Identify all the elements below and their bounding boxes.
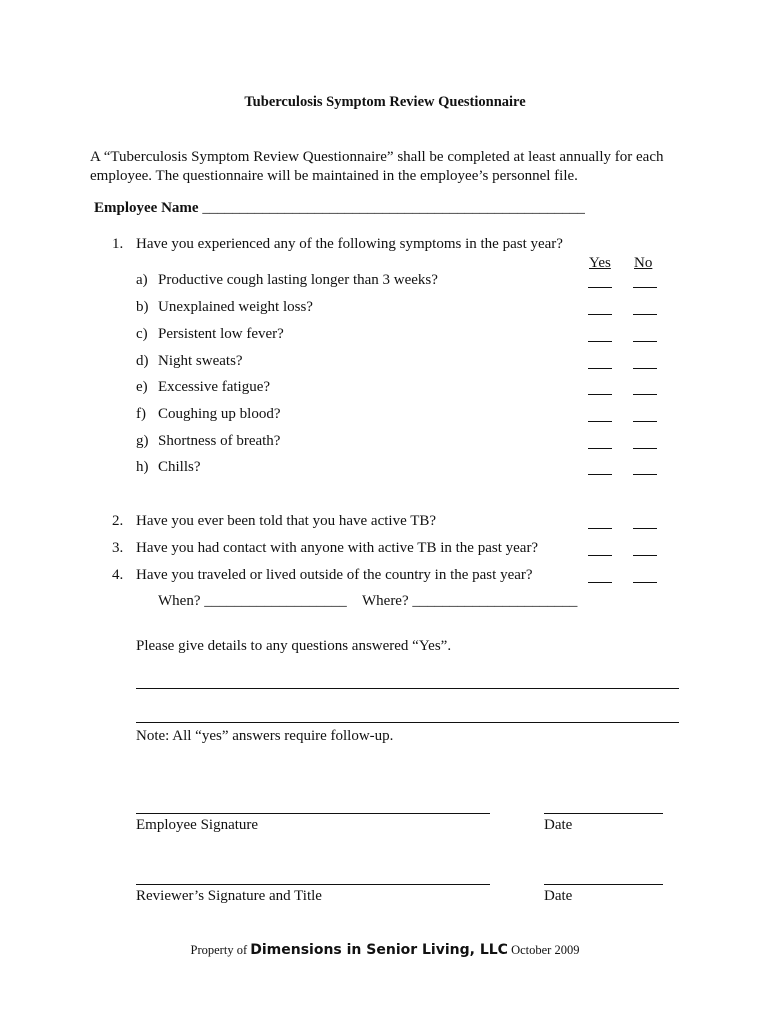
- follow-up-note: Note: All “yes” answers require follow-up.: [136, 728, 394, 744]
- where-label: Where?: [362, 593, 409, 609]
- question-no-blank[interactable]: [633, 582, 657, 583]
- symptom-letter: f): [136, 406, 146, 422]
- question-yes-blank[interactable]: [588, 582, 612, 583]
- reviewer-signature-line[interactable]: [136, 884, 490, 885]
- symptom-yes-blank[interactable]: [588, 368, 612, 369]
- reviewer-date-line[interactable]: [544, 884, 663, 885]
- details-line-2[interactable]: [136, 722, 679, 723]
- where-field[interactable]: ______________________: [412, 593, 578, 609]
- symptom-yes-blank[interactable]: [588, 474, 612, 475]
- question-no-blank[interactable]: [633, 528, 657, 529]
- question-text: Have you traveled or lived outside of the country in the past year?: [136, 567, 533, 583]
- symptom-no-blank[interactable]: [633, 474, 657, 475]
- symptom-text: Coughing up blood?: [158, 406, 281, 422]
- footer-prefix: Property of: [190, 943, 248, 957]
- symptom-letter: a): [136, 272, 148, 288]
- symptom-letter: h): [136, 459, 149, 475]
- question-number: 3.: [112, 540, 124, 556]
- symptom-no-blank[interactable]: [633, 314, 657, 315]
- symptom-yes-blank[interactable]: [588, 448, 612, 449]
- employee-date-label: Date: [544, 817, 573, 833]
- where-row: [362, 593, 577, 610]
- symptom-text: Excessive fatigue?: [158, 379, 271, 395]
- employee-name-label: Employee Name: [94, 200, 199, 216]
- symptom-no-blank[interactable]: [633, 448, 657, 449]
- question-yes-blank[interactable]: [588, 555, 612, 556]
- symptom-letter: b): [136, 299, 149, 315]
- symptom-letter: g): [136, 433, 149, 449]
- when-row: [158, 593, 347, 610]
- no-column-header: No: [634, 255, 653, 271]
- intro-paragraph: A “Tuberculosis Symptom Review Questionnaire” shall be completed at least annually for each employee. The questionnaire will be maintained in the employee’s personnel file.: [90, 149, 664, 184]
- symptom-no-blank[interactable]: [633, 341, 657, 342]
- symptom-yes-blank[interactable]: [588, 341, 612, 342]
- symptom-no-blank[interactable]: [633, 287, 657, 288]
- reviewer-date-label: Date: [544, 888, 573, 904]
- symptom-text: Shortness of breath?: [158, 433, 281, 449]
- question-number: 2.: [112, 513, 124, 529]
- details-line-1[interactable]: [136, 688, 679, 689]
- question-number: 4.: [112, 567, 124, 583]
- symptom-yes-blank[interactable]: [588, 421, 612, 422]
- symptom-no-blank[interactable]: [633, 394, 657, 395]
- symptom-no-blank[interactable]: [633, 421, 657, 422]
- symptom-text: Persistent low fever?: [158, 326, 284, 342]
- symptom-yes-blank[interactable]: [588, 287, 612, 288]
- employee-name-field[interactable]: ___________________________________________________: [202, 200, 585, 216]
- when-label: When?: [158, 593, 201, 609]
- symptom-letter: d): [136, 353, 149, 369]
- page-title: Tuberculosis Symptom Review Questionnaire: [244, 94, 526, 110]
- question-no-blank[interactable]: [633, 555, 657, 556]
- symptom-letter: c): [136, 326, 148, 342]
- employee-name-row: [94, 200, 585, 217]
- question-yes-blank[interactable]: [588, 528, 612, 529]
- question-1-text: Have you experienced any of the following symptoms in the past year?: [136, 236, 563, 252]
- question-text: Have you ever been told that you have active TB?: [136, 513, 437, 529]
- question-1-number: 1.: [112, 236, 124, 252]
- symptom-text: Productive cough lasting longer than 3 weeks?: [158, 272, 438, 288]
- footer-brand: Dimensions in Senior Living, LLC: [250, 942, 508, 958]
- symptom-no-blank[interactable]: [633, 368, 657, 369]
- yes-column-header: Yes: [589, 255, 611, 271]
- footer-date: October 2009: [511, 943, 580, 957]
- symptom-text: Chills?: [158, 459, 201, 475]
- symptom-yes-blank[interactable]: [588, 314, 612, 315]
- employee-signature-line[interactable]: [136, 813, 490, 814]
- reviewer-signature-label: Reviewer’s Signature and Title: [136, 888, 322, 904]
- symptom-letter: e): [136, 379, 148, 395]
- symptom-text: Unexplained weight loss?: [158, 299, 313, 315]
- when-field[interactable]: ___________________: [204, 593, 347, 609]
- employee-date-line[interactable]: [544, 813, 663, 814]
- symptom-yes-blank[interactable]: [588, 394, 612, 395]
- symptom-text: Night sweats?: [158, 353, 243, 369]
- details-prompt: Please give details to any questions answered “Yes”.: [136, 638, 452, 654]
- question-text: Have you had contact with anyone with active TB in the past year?: [136, 540, 539, 556]
- footer: [0, 942, 770, 958]
- employee-signature-label: Employee Signature: [136, 817, 259, 833]
